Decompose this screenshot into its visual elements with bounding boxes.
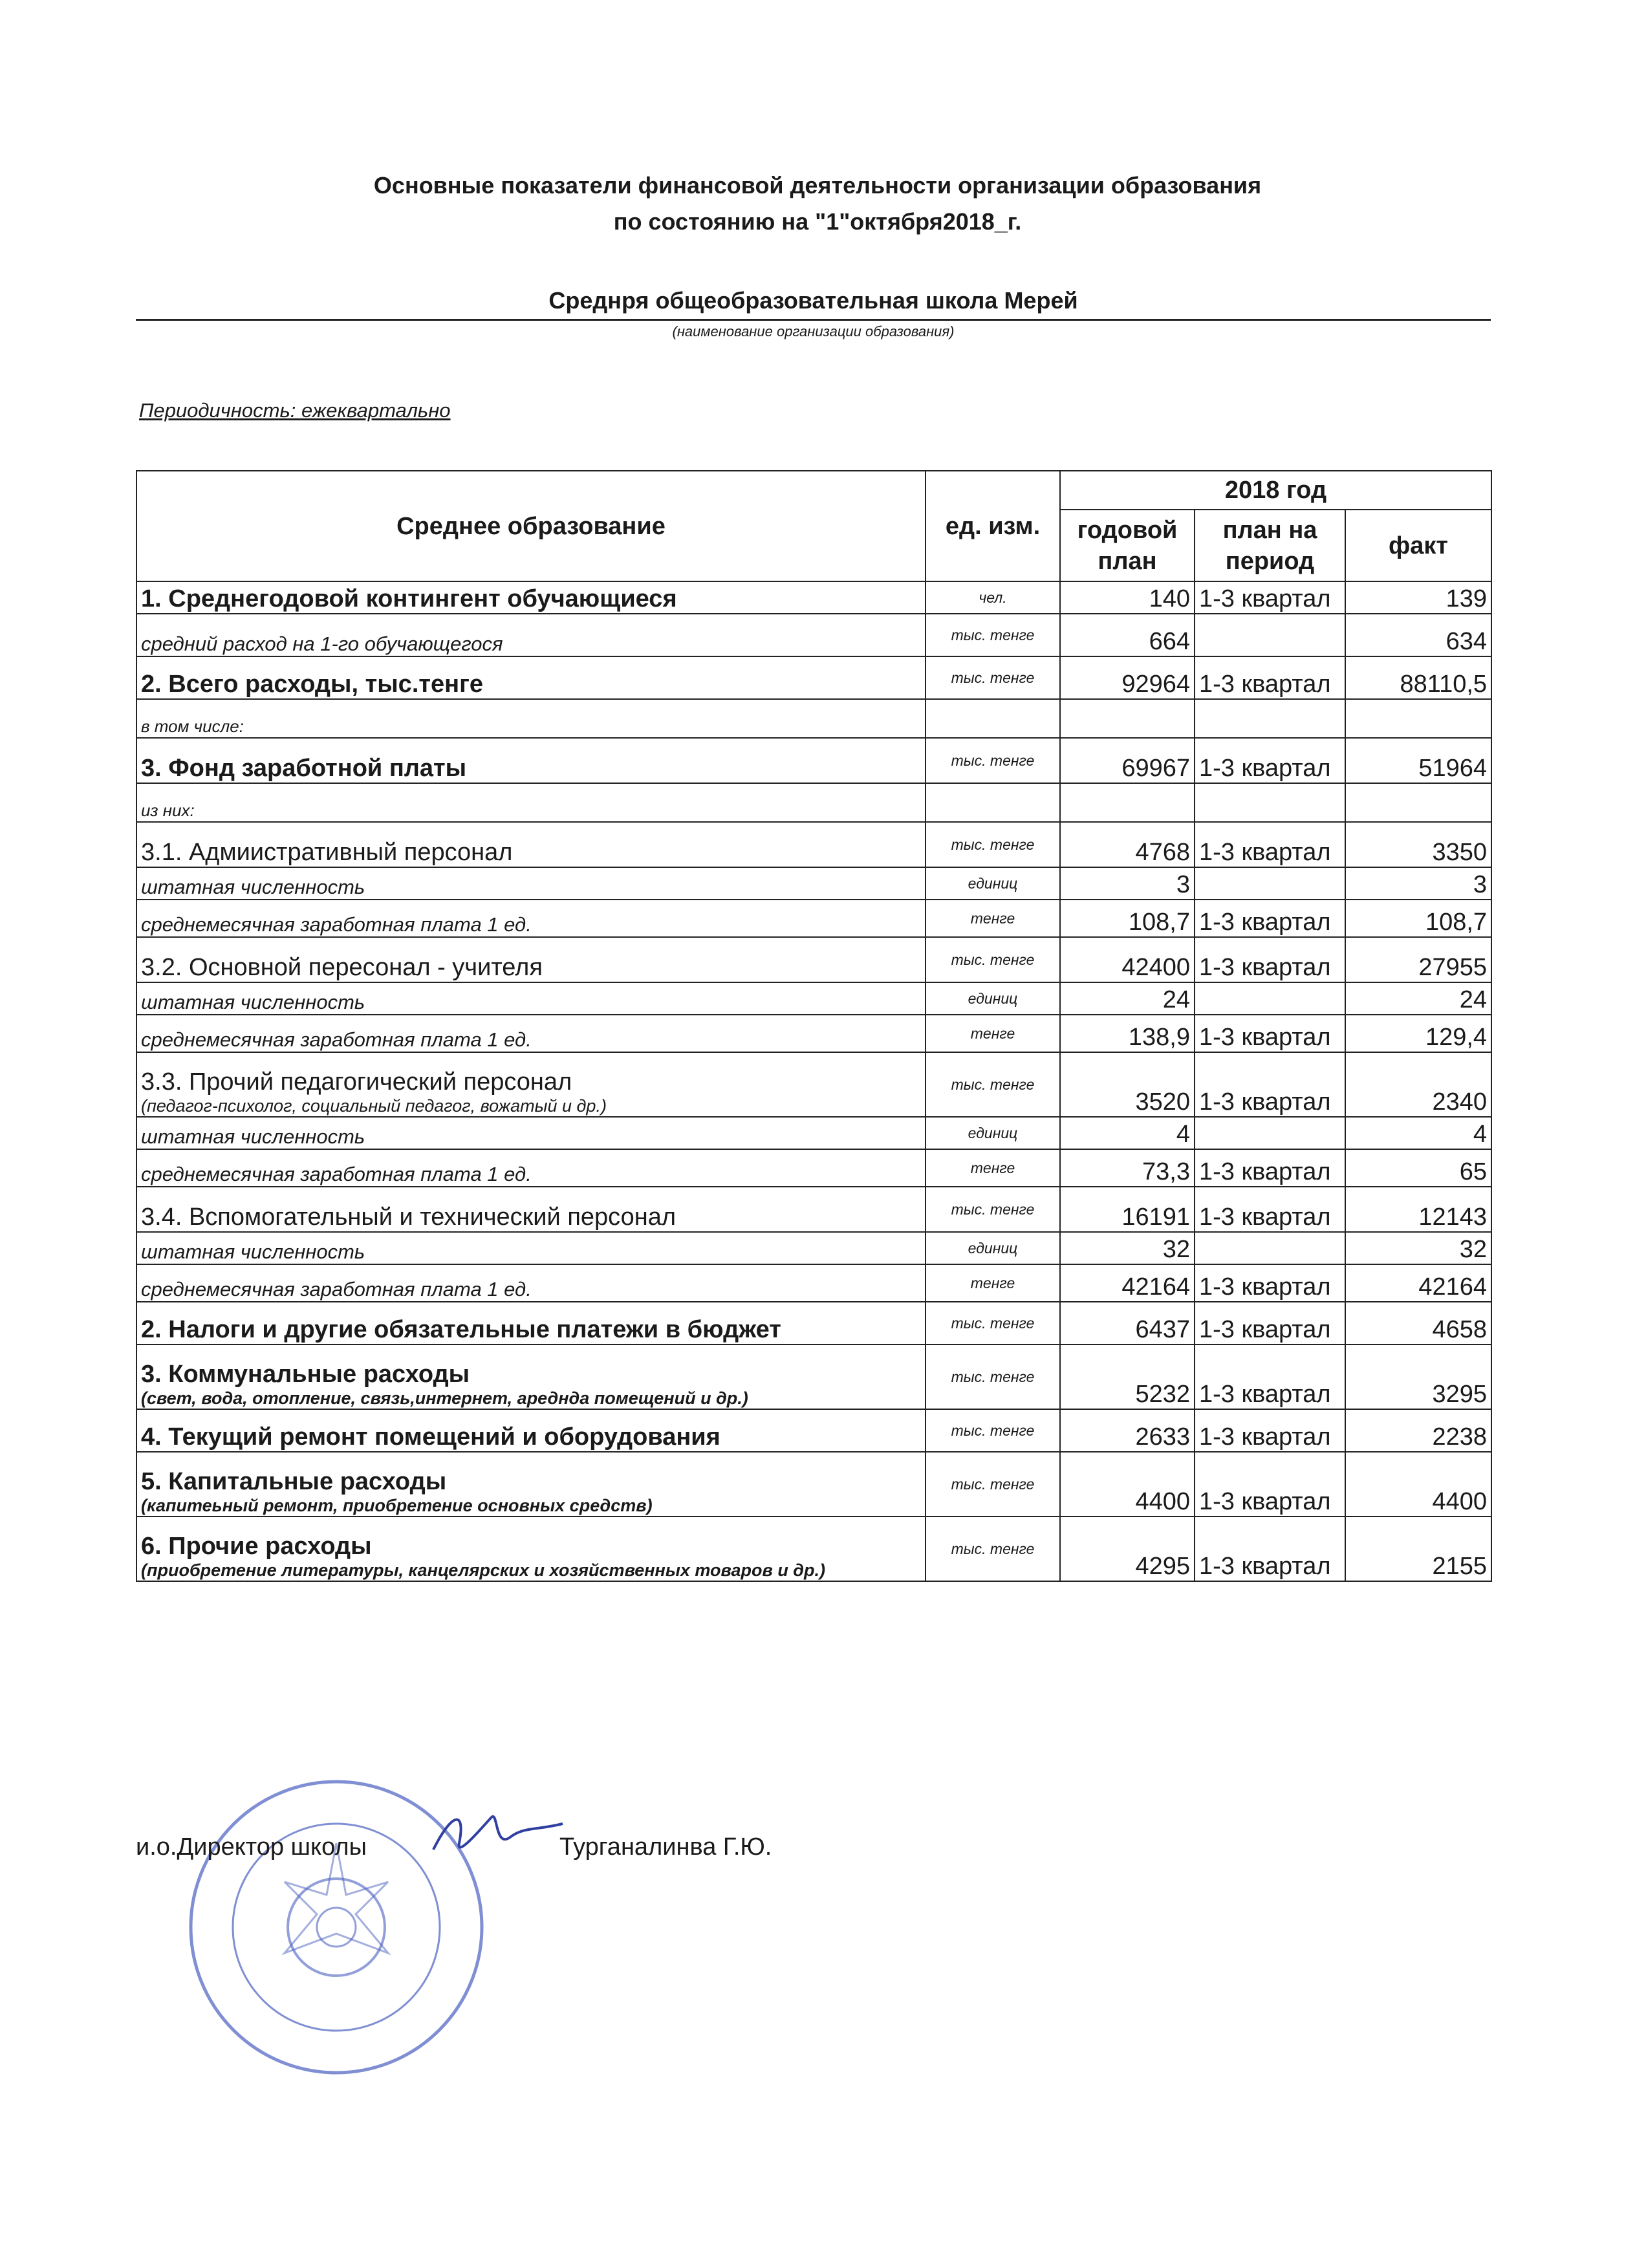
row-period: 1-3 квартал [1195, 1517, 1345, 1581]
signer-name: Турганалинва Г.Ю. [559, 1833, 772, 1861]
row-unit: тенге [926, 1149, 1060, 1187]
row-period: 1-3 квартал [1195, 1452, 1345, 1517]
row-name [136, 614, 926, 656]
row-note: (приобретение литературы, канцелярских и хозяйственных товаров и др.) [141, 1561, 825, 1580]
row-unit: тыс. тенге [926, 738, 1060, 783]
org-underline [136, 319, 1491, 321]
row-fact: 4658 [1345, 1302, 1491, 1345]
row-name [136, 822, 926, 867]
table-row [136, 867, 1491, 900]
row-period: 1-3 квартал [1195, 1149, 1345, 1187]
col-header-fact: факт [1345, 510, 1491, 581]
signer-role: и.о.Директор школы [136, 1833, 367, 1861]
row-period: 1-3 квартал [1195, 581, 1345, 614]
row-plan: 4400 [1060, 1452, 1195, 1517]
row-plan: 4 [1060, 1117, 1195, 1149]
row-name-text: средний расход на 1-го обучающегося [141, 632, 503, 655]
row-name [136, 1302, 926, 1345]
row-name [136, 1452, 926, 1517]
row-period: 1-3 квартал [1195, 1187, 1345, 1232]
row-unit: тыс. тенге [926, 1345, 1060, 1409]
row-name [136, 900, 926, 937]
row-name-text: штатная численность [141, 991, 365, 1013]
row-unit: единиц [926, 982, 1060, 1015]
row-period: 1-3 квартал [1195, 1302, 1345, 1345]
row-period [1195, 783, 1345, 822]
row-name [136, 783, 926, 822]
row-unit: единиц [926, 867, 1060, 900]
table-row [136, 1052, 1491, 1117]
row-name [136, 1264, 926, 1302]
row-period [1195, 699, 1345, 738]
table-row [136, 783, 1491, 822]
row-name-text: среднемесячная заработная плата 1 ед. [141, 1028, 532, 1051]
row-fact: 634 [1345, 614, 1491, 656]
col-header-unit: ед. изм. [926, 471, 1060, 581]
row-plan [1060, 783, 1195, 822]
table-row [136, 900, 1491, 937]
row-fact: 65 [1345, 1149, 1491, 1187]
row-period: 1-3 квартал [1195, 1264, 1345, 1302]
table-row [136, 699, 1491, 738]
row-name [136, 1517, 926, 1581]
row-fact: 2155 [1345, 1517, 1491, 1581]
row-name-text: 2. Всего расходы, тыс.тенге [141, 671, 484, 698]
row-fact: 24 [1345, 982, 1491, 1015]
row-name-text: 1. Среднегодовой контингент обучающиеся [141, 585, 677, 612]
signature [427, 1798, 569, 1869]
row-fact: 12143 [1345, 1187, 1491, 1232]
row-plan: 69967 [1060, 738, 1195, 783]
row-fact: 42164 [1345, 1264, 1491, 1302]
table-row [136, 1345, 1491, 1409]
col-header-plan: годовой план [1060, 510, 1195, 581]
row-name-text: среднемесячная заработная плата 1 ед. [141, 1278, 532, 1301]
row-plan: 42400 [1060, 937, 1195, 982]
table-row [136, 1232, 1491, 1264]
row-unit: тыс. тенге [926, 1302, 1060, 1345]
table-row [136, 982, 1491, 1015]
row-name-text: 3.3. Прочий педагогический персонал [141, 1068, 572, 1096]
row-name [136, 699, 926, 738]
row-period: 1-3 квартал [1195, 822, 1345, 867]
col-header-name: Среднее образование [136, 471, 926, 581]
row-name-text: среднемесячная заработная плата 1 ед. [141, 913, 532, 936]
row-name [136, 738, 926, 783]
row-fact: 88110,5 [1345, 656, 1491, 699]
col-header-year: 2018 год [1060, 471, 1491, 510]
row-plan: 138,9 [1060, 1015, 1195, 1052]
row-unit: чел. [926, 581, 1060, 614]
row-period: 1-3 квартал [1195, 656, 1345, 699]
table-row [136, 1149, 1491, 1187]
row-fact: 3 [1345, 867, 1491, 900]
row-name [136, 581, 926, 614]
doc-title-line1: Основные показатели финансовой деятельности организации образования [373, 172, 1262, 199]
row-name [136, 1345, 926, 1409]
org-name: Среднря общеобразовательная школа Мерей [548, 287, 1078, 314]
row-name-text: 3. Фонд заработной платы [141, 755, 467, 782]
row-plan: 4295 [1060, 1517, 1195, 1581]
row-period [1195, 867, 1345, 900]
row-unit: единиц [926, 1232, 1060, 1264]
row-fact: 3295 [1345, 1345, 1491, 1409]
row-unit: тыс. тенге [926, 1517, 1060, 1581]
row-name-text: штатная численность [141, 1240, 365, 1263]
row-name [136, 1232, 926, 1264]
row-name-text: 2. Налоги и другие обязательные платежи в бюджет [141, 1316, 781, 1343]
row-name-text: 5. Капитальные расходы [141, 1468, 447, 1495]
row-name-text: 3.2. Основной пересонал - учителя [141, 954, 543, 981]
doc-title-line2: по состоянию на "1"октября2018_г. [613, 208, 1022, 235]
table-row [136, 614, 1491, 656]
row-name-text: из них: [141, 801, 195, 820]
row-fact [1345, 783, 1491, 822]
row-unit: тыс. тенге [926, 822, 1060, 867]
row-unit: тыс. тенге [926, 937, 1060, 982]
row-unit: тыс. тенге [926, 1052, 1060, 1117]
row-name [136, 937, 926, 982]
row-plan: 3520 [1060, 1052, 1195, 1117]
row-plan: 42164 [1060, 1264, 1195, 1302]
row-plan: 140 [1060, 581, 1195, 614]
row-name-text: среднемесячная заработная плата 1 ед. [141, 1163, 532, 1185]
row-unit: тенге [926, 1264, 1060, 1302]
row-note: (капитеьный ремонт, приобретение основных средств) [141, 1496, 653, 1515]
row-name [136, 1409, 926, 1452]
row-fact: 27955 [1345, 937, 1491, 982]
table-row [136, 1517, 1491, 1581]
row-name-text: 3.1. Адмиистративный персонал [141, 839, 513, 866]
row-unit [926, 783, 1060, 822]
table-row [136, 1264, 1491, 1302]
row-unit [926, 699, 1060, 738]
row-unit: тыс. тенге [926, 656, 1060, 699]
row-fact: 2238 [1345, 1409, 1491, 1452]
row-name [136, 1187, 926, 1232]
org-name-caption: (наименование организации образования) [672, 323, 955, 340]
row-fact: 139 [1345, 581, 1491, 614]
row-name [136, 1052, 926, 1117]
row-name [136, 982, 926, 1015]
row-fact: 4 [1345, 1117, 1491, 1149]
table-row [136, 1452, 1491, 1517]
row-period: 1-3 квартал [1195, 738, 1345, 783]
row-name-text: 4. Текущий ремонт помещений и оборудования [141, 1423, 720, 1451]
row-fact: 4400 [1345, 1452, 1491, 1517]
row-name-text: штатная численность [141, 1125, 365, 1148]
row-period: 1-3 квартал [1195, 1345, 1345, 1409]
row-name-text: 3.4. Вспомогательный и технический персонал [141, 1204, 677, 1231]
row-unit: тыс. тенге [926, 1187, 1060, 1232]
table-row [136, 1015, 1491, 1052]
row-period: 1-3 квартал [1195, 1409, 1345, 1452]
table-row [136, 1302, 1491, 1345]
row-plan: 6437 [1060, 1302, 1195, 1345]
row-plan: 2633 [1060, 1409, 1195, 1452]
row-unit: тыс. тенге [926, 1409, 1060, 1452]
table-row [136, 822, 1491, 867]
row-name [136, 867, 926, 900]
row-plan: 73,3 [1060, 1149, 1195, 1187]
row-plan: 664 [1060, 614, 1195, 656]
table-row [136, 1187, 1491, 1232]
row-unit: единиц [926, 1117, 1060, 1149]
row-plan: 24 [1060, 982, 1195, 1015]
row-note: (свет, вода, отопление, связь,интернет, ареднда помещений и др.) [141, 1388, 748, 1408]
table-row [136, 937, 1491, 982]
row-plan: 5232 [1060, 1345, 1195, 1409]
row-fact: 51964 [1345, 738, 1491, 783]
row-name-text: штатная численность [141, 876, 365, 898]
row-plan: 16191 [1060, 1187, 1195, 1232]
row-name-text: в том числе: [141, 717, 244, 736]
row-unit: тыс. тенге [926, 1452, 1060, 1517]
row-unit: тыс. тенге [926, 614, 1060, 656]
row-period: 1-3 квартал [1195, 1015, 1345, 1052]
row-fact: 2340 [1345, 1052, 1491, 1117]
row-plan: 4768 [1060, 822, 1195, 867]
periodicity: Периодичность: ежеквартально [139, 399, 451, 422]
row-plan: 32 [1060, 1232, 1195, 1264]
table-row [136, 1117, 1491, 1149]
row-period: 1-3 квартал [1195, 900, 1345, 937]
row-name [136, 656, 926, 699]
row-plan: 108,7 [1060, 900, 1195, 937]
row-period [1195, 982, 1345, 1015]
row-plan: 3 [1060, 867, 1195, 900]
row-fact: 32 [1345, 1232, 1491, 1264]
table-row [136, 581, 1491, 614]
table-row [136, 656, 1491, 699]
table-row [136, 738, 1491, 783]
row-period [1195, 1117, 1345, 1149]
finance-table [136, 470, 1492, 1582]
row-period: 1-3 квартал [1195, 937, 1345, 982]
row-unit: тенге [926, 900, 1060, 937]
row-period: 1-3 квартал [1195, 1052, 1345, 1117]
row-name [136, 1117, 926, 1149]
row-name-text: 6. Прочие расходы [141, 1533, 372, 1560]
row-period [1195, 614, 1345, 656]
row-name-text: 3. Коммунальные расходы [141, 1361, 470, 1388]
row-name [136, 1149, 926, 1187]
row-fact: 129,4 [1345, 1015, 1491, 1052]
row-plan [1060, 699, 1195, 738]
row-plan: 92964 [1060, 656, 1195, 699]
row-note: (педагог-психолог, социальный педагог, вожатый и др.) [141, 1096, 607, 1116]
row-fact [1345, 699, 1491, 738]
row-fact: 3350 [1345, 822, 1491, 867]
col-header-period: план на период [1195, 510, 1345, 581]
table-row [136, 1409, 1491, 1452]
row-name [136, 1015, 926, 1052]
row-fact: 108,7 [1345, 900, 1491, 937]
row-period [1195, 1232, 1345, 1264]
row-unit: тенге [926, 1015, 1060, 1052]
